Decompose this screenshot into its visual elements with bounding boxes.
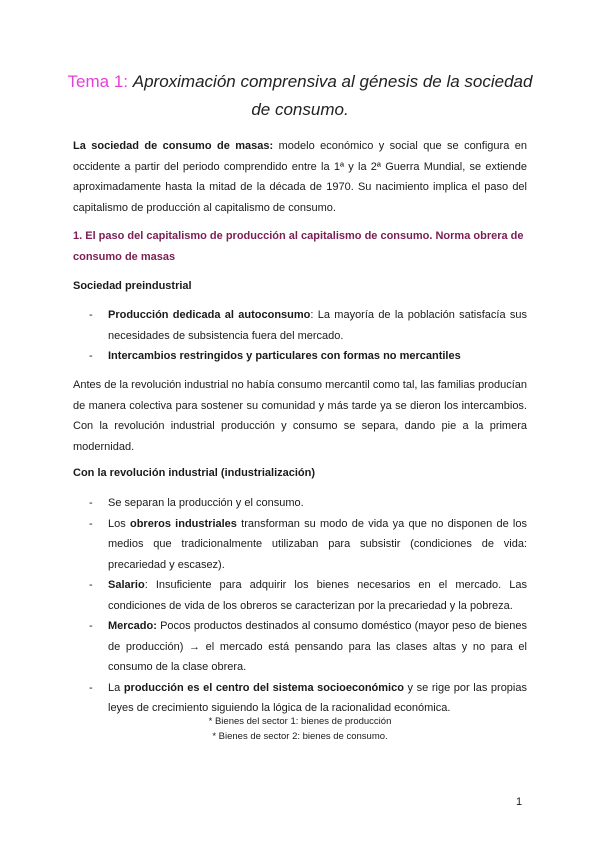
industrial-list xyxy=(73,493,527,719)
intro-paragraph xyxy=(73,136,527,218)
list-item: - Los obreros industriales transforman su modo de vida ya que no disponen de los medios que tradicionalmente utilizaban para subsistir (condiciones de vida: precariedad y escasez). xyxy=(89,517,527,571)
list-item: - Producción dedicada al autoconsumo: La mayoría de la población satisfacía sus necesidades de subsistencia fuera del mercado. xyxy=(89,309,527,342)
title-text: Aproximación comprensiva al génesis de la sociedad de consumo. xyxy=(132,72,533,119)
title-topic-label: Tema 1: xyxy=(67,72,129,91)
intro-term: La sociedad de consumo de masas: xyxy=(73,140,274,152)
list-item: - Se separan la producción y el consumo. xyxy=(89,497,304,509)
list-item: - Mercado: Pocos productos destinados al consumo doméstico (mayor peso de bienes de producción) → el mercado está pensando para las clases altas y no para el consumo de la clase obrera. xyxy=(89,620,527,673)
footnote-2: * Bienes de sector 2: bienes de consumo. xyxy=(212,731,388,742)
subheading-industrial: Con la revolución industrial (industrialización) xyxy=(73,467,316,479)
page-number: 1 xyxy=(516,796,523,808)
page-title xyxy=(60,68,540,124)
subheading-preindustrial: Sociedad preindustrial xyxy=(73,280,192,292)
list-item: - Salario: Insuficiente para adquirir los bienes necesarios en el mercado. Las condiciones de vida de los obreros se caracterizan por la precariedad y la pobreza. xyxy=(89,579,527,612)
list-item: - La producción es el centro del sistema socioeconómico y se rige por las propias leyes de crecimiento siguiendo la lógica de la racionalidad económica. xyxy=(89,681,527,714)
intro-text: modelo económico y social que se configura en occidente a partir del periodo comprendido entre la 1ª y la 2ª Guerra Mundial, se extiende aproximadamente hasta la mitad de la década de 1970. Su nacimiento implica el paso del capitalismo de producción al capitalismo de consumo. xyxy=(73,140,527,214)
footnote-1: * Bienes del sector 1: bienes de producción xyxy=(208,716,392,727)
list-item: - Intercambios restringidos y particulares con formas no mercantiles xyxy=(89,350,461,362)
preindustrial-list xyxy=(73,305,527,367)
preindustrial-paragraph: Antes de la revolución industrial no había consumo mercantil como tal, las familias producían de manera colectiva para sostener su comunidad y más tarde ya se dieron los intercambios. Con la revolución industrial producción y consumo se separa, dando pie a la primera modernidad. xyxy=(73,379,527,453)
section-heading: 1. El paso del capitalismo de producción al capitalismo de consumo. Norma obrera de consumo de masas xyxy=(73,230,524,263)
